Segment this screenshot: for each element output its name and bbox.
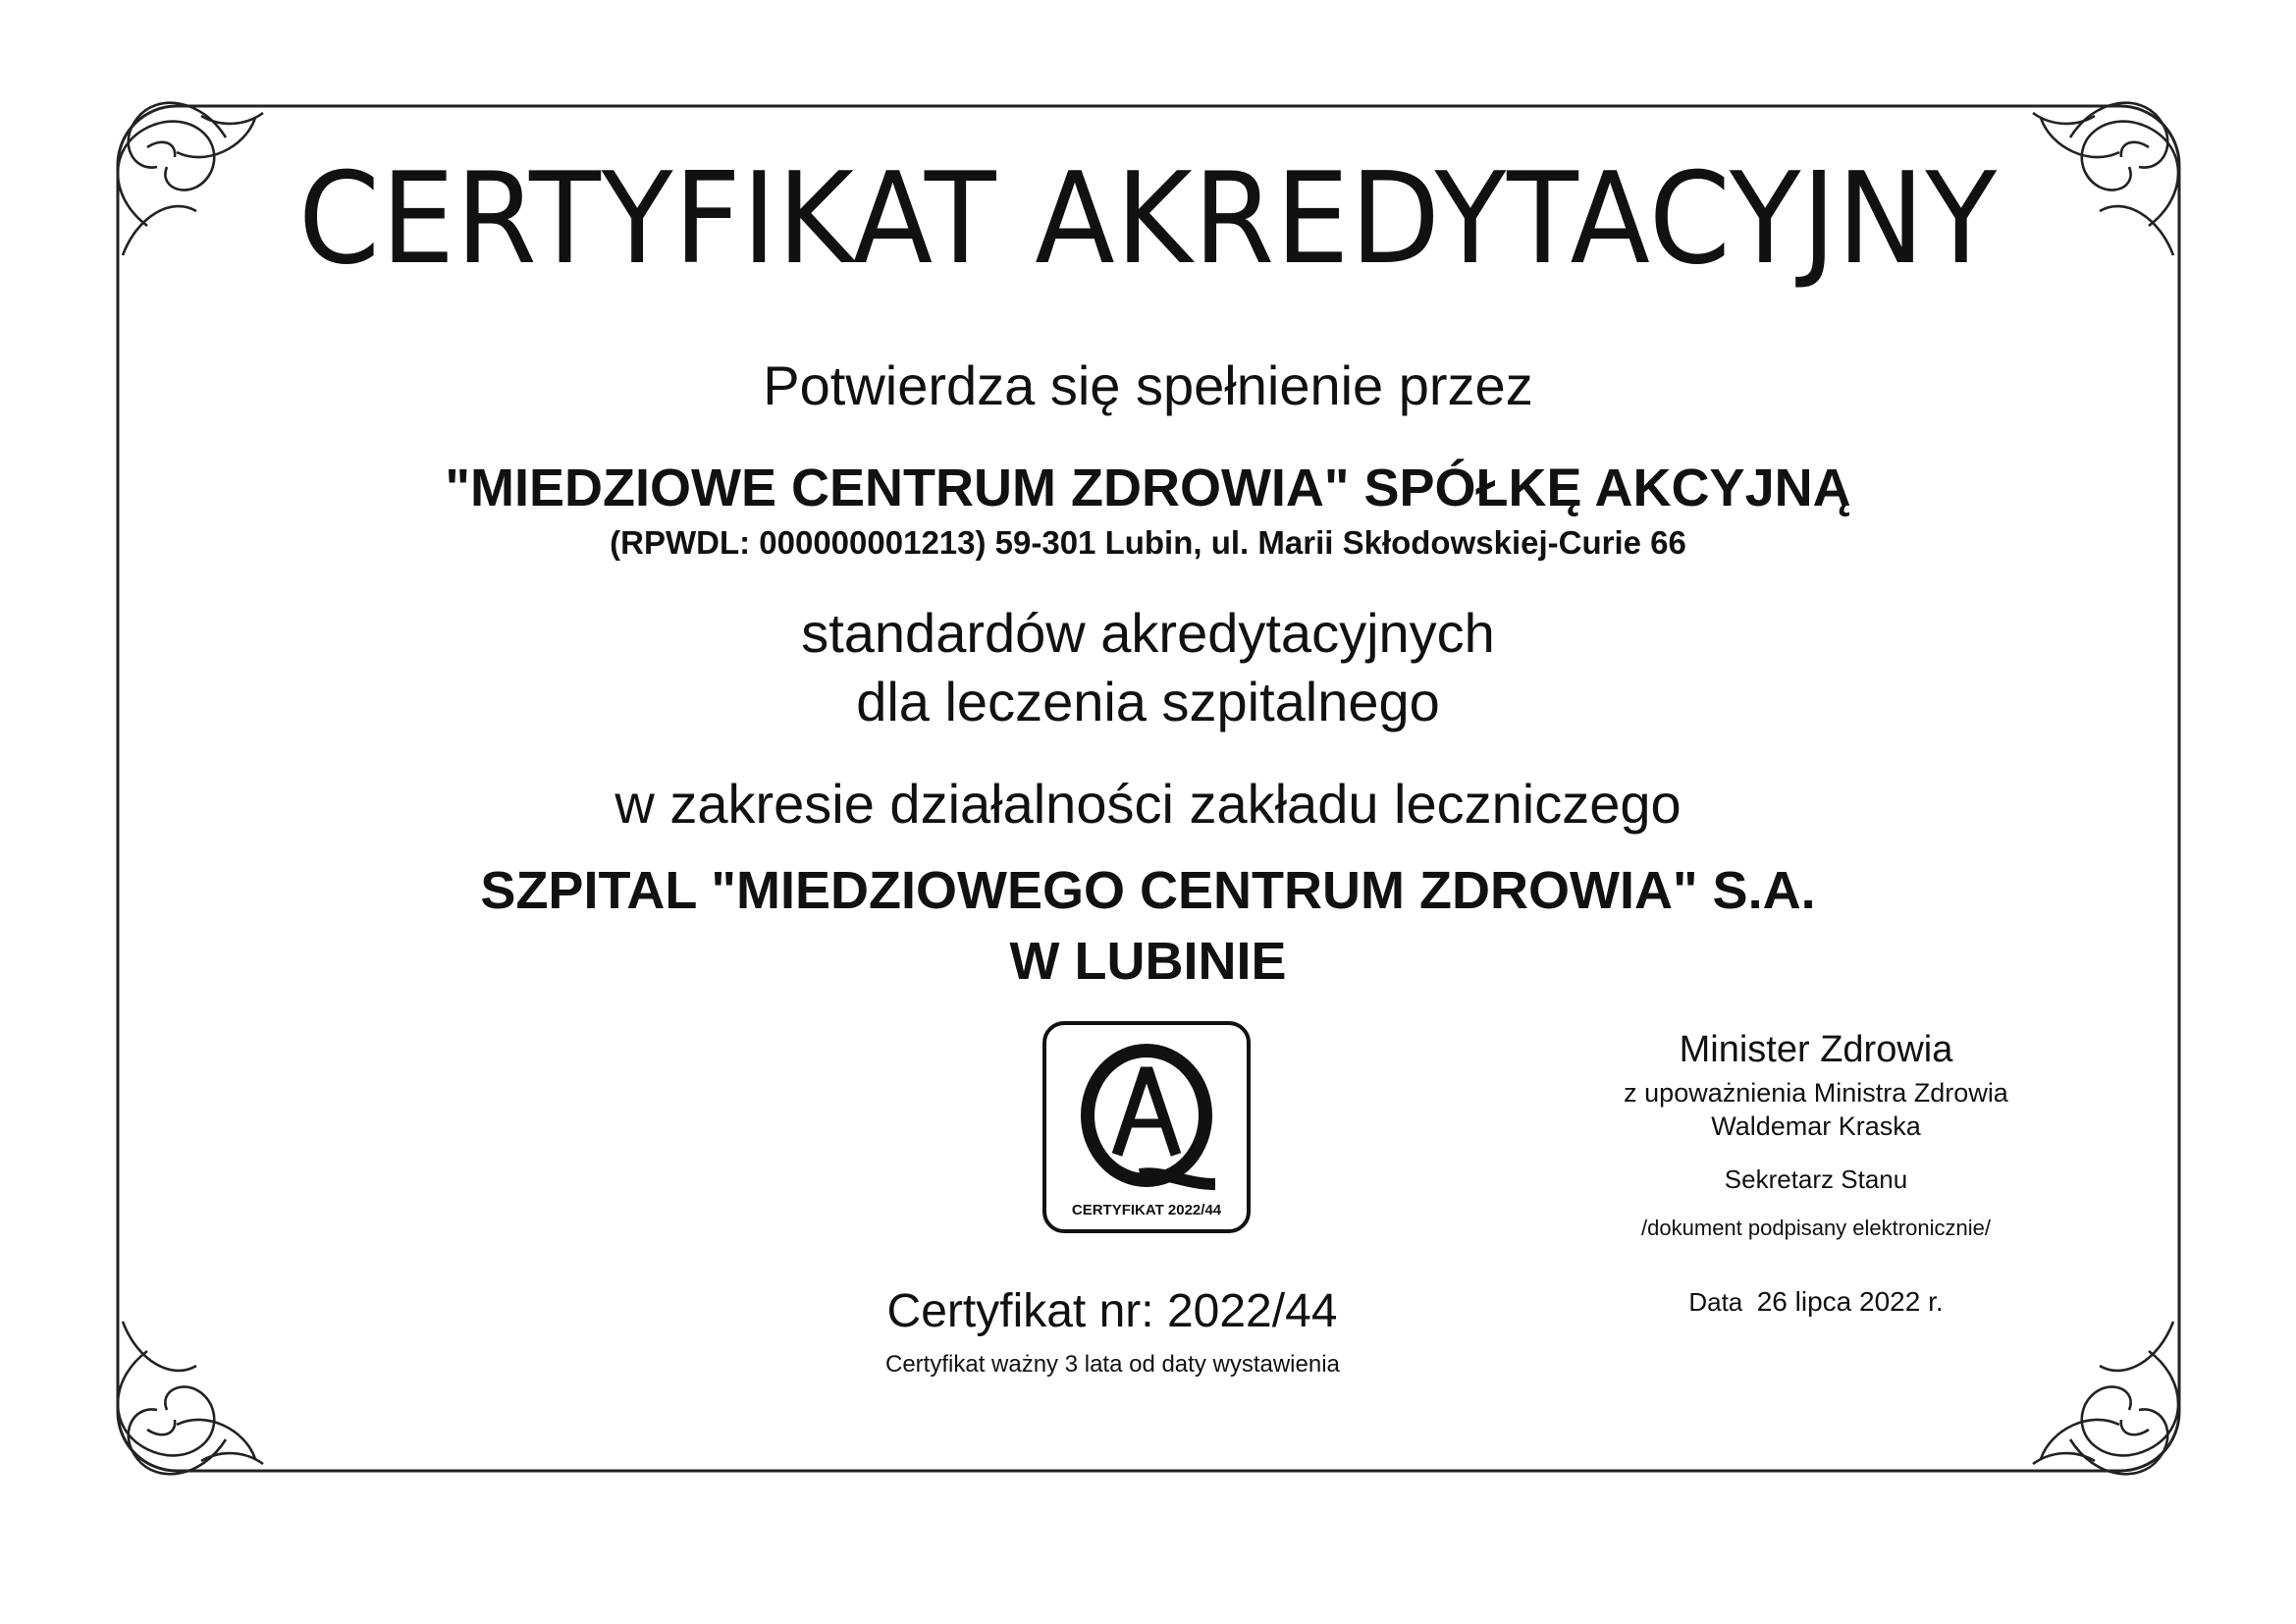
scope-intro: w zakresie działalności zakładu leczniczego <box>614 773 1682 835</box>
date-value: 26 lipca 2022 r. <box>1756 1286 1944 1317</box>
corner-ornament-bottom-left <box>118 1322 263 1474</box>
corner-ornament-bottom-right <box>2033 1322 2178 1474</box>
issue-date <box>1580 1286 2052 1318</box>
standards-line-1: standardów akredytacyjnych <box>801 602 1495 664</box>
facility-name-line-1: SZPITAL "MIEDZIOWEGO CENTRUM ZDROWIA" S.A. <box>480 861 1816 920</box>
signatory-role: Sekretarz Stanu <box>1724 1164 1908 1194</box>
signatory-name: Waldemar Kraska <box>1711 1111 1921 1141</box>
signatory-title: Minister Zdrowia <box>1679 1029 1953 1070</box>
facility-name-line-2: W LUBINIE <box>1009 932 1287 991</box>
quality-accreditation-logo-icon <box>1046 1025 1247 1202</box>
certificate-number: Certyfikat nr: 2022/44 <box>886 1285 1338 1337</box>
intro-text: Potwierdza się spełnienie przez <box>763 354 1533 416</box>
organization-address: (RPWDL: 000000001213) 59-301 Lubin, ul. Marii Skłodowskiej-Curie 66 <box>610 524 1686 561</box>
organization-name: "MIEDZIOWE CENTRUM ZDROWIA" SPÓŁKĘ AKCYJNĄ <box>445 459 1851 517</box>
certificate-title: CERTYFIKAT AKREDYTACYJNY <box>297 146 1999 293</box>
signatory-authorization: z upoważnienia Ministra Zdrowia <box>1624 1078 2008 1108</box>
date-label: Data <box>1688 1287 1743 1317</box>
logo-caption: CERTYFIKAT 2022/44 <box>1071 1202 1222 1218</box>
standards-line-2: dla leczenia szpitalnego <box>856 671 1440 732</box>
validity-note: Certyfikat ważny 3 lata od daty wystawienia <box>885 1351 1340 1378</box>
electronic-signature-note: /dokument podpisany elektronicznie/ <box>1641 1216 1991 1240</box>
